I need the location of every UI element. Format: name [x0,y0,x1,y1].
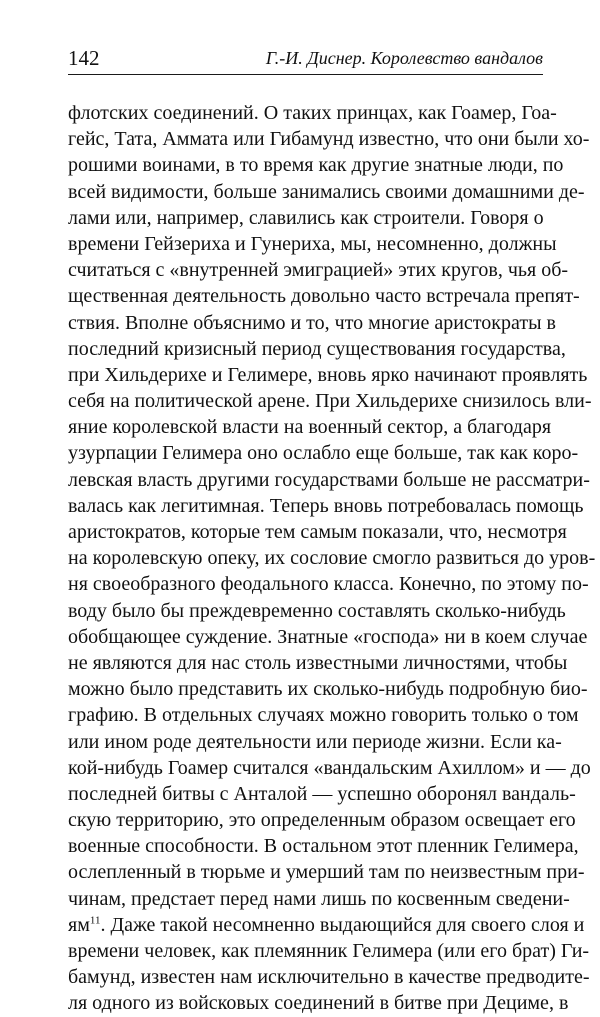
text-line: себя на политической арене. При Хильдерихе снизилось вли- [68,390,592,413]
text-line: времени человек, как племянник Гелимера (или его брат) Ги- [68,940,590,962]
text-line: ня своеобразного феодального класса. Конечно, по этому по- [68,573,589,596]
text-line: можно было представить их сколько-нибудь подробную био- [68,678,588,701]
text-line: скую территорию, это определенным образом освещает его [68,809,576,832]
text-line: яние королевской власти на военный сектор, а благодаря [68,416,552,439]
text-line: или ином роде деятельности или периоде жизни. Если ка- [68,730,562,753]
page-header [68,40,543,75]
body-text [68,100,596,1017]
text-line-with-footnote [68,912,585,938]
text-line: аристократов, которые тем самым показали, что, несмотря [68,521,567,543]
text-line: ля одного из войсковых соединений в битве при Дециме, в [68,992,569,1015]
text-line: гейс, Тата, Аммата или Гибамунд известно, что они были хо- [68,128,590,151]
footnote-reference[interactable]: 11 [89,914,101,927]
text-line: кой-нибудь Гоамер считался «вандальским Ахиллом» и — до [68,756,591,779]
text-line: не являются для нас столь известными личностями, чтобы [68,651,568,674]
text-line: обобщающее суждение. Знатные «господа» ни в коем случае [68,625,588,648]
text-line: считаться с «внутренней эмиграцией» этих кругов, чья об- [68,259,569,282]
text-line: времени Гейзериха и Гунериха, мы, несомненно, должны [68,232,557,255]
text-line: бамунд, известен нам исключительно в качестве предводите- [68,966,590,989]
text-line: рошими воинами, в то время как другие знатные люди, по [68,154,564,177]
text-line: военные способности. В остальном этот пленник Гелимера, [68,835,579,858]
text-line: ствия. Вполне объяснимо и то, что многие аристократы в [68,311,556,334]
text-line: на королевскую опеку, их сословие смогло развиться до уров- [68,547,596,570]
text-fragment: ям [68,913,90,936]
text-line: щественная деятельность довольно часто встречала препят- [68,285,580,308]
text-line: графию. В отдельных случаях можно говорить только о том [68,704,579,727]
text-line: воду было бы преждевременно составлять сколько-нибудь [68,599,566,622]
text-line: последней битвы с Анталой — успешно оборонял вандаль- [68,782,576,805]
text-line: чинам, предстает перед нами лишь по косвенным сведени- [68,887,570,910]
text-line: флотских соединений. О таких принцах, как Гоамер, Гоа- [68,102,557,124]
text-line: левская власть другими государствами больше не рассматри- [68,468,590,491]
text-line: узурпации Гелимера оно ослабло еще больше, так как коро- [68,442,579,465]
text-fragment: . Даже такой несомненно выдающийся для своего слоя и [100,913,585,936]
text-line: ослепленный в тюрьме и умерший там по неизвестным при- [68,861,585,884]
text-line: при Хильдерихе и Гелимере, вновь ярко начинают проявлять [68,363,588,386]
running-title: Г.-И. Диснер. Королевство вандалов [265,48,543,68]
text-line: всей видимости, больше занимались своими домашними де- [68,180,585,203]
text-line: последний кризисный период существования государства, [68,337,566,360]
text-line: валась как легитимная. Теперь вновь потребовалась помощь [68,494,584,517]
page-number: 142 [68,46,100,70]
text-line: лами или, например, славились как строители. Говоря о [68,206,544,229]
